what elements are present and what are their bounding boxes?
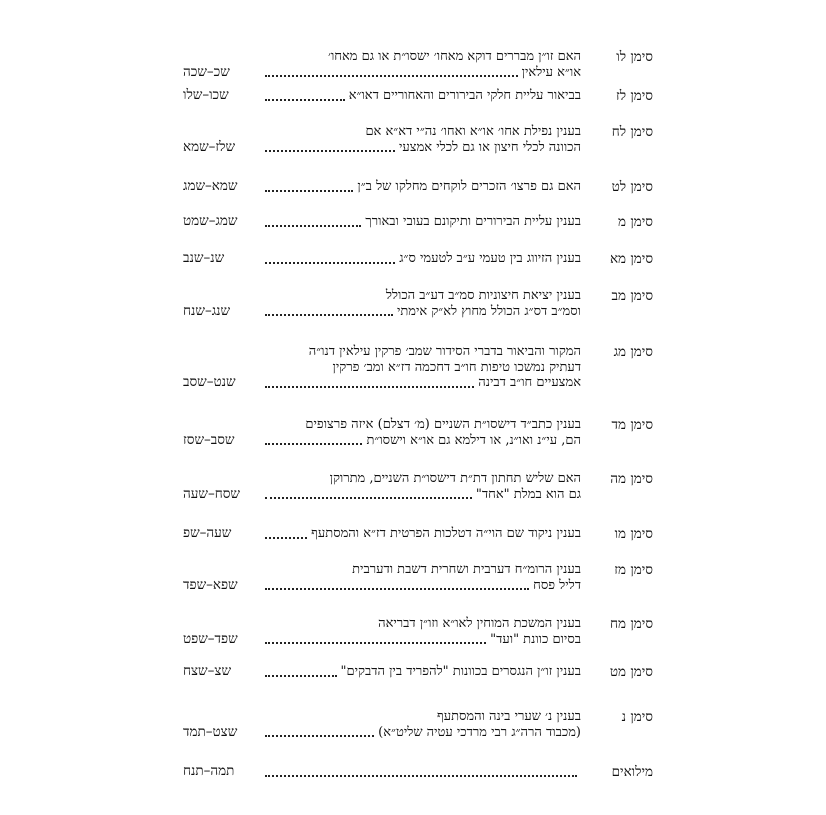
page-range[interactable]: שלז–שמא [183,138,236,155]
dot-leader [265,99,345,101]
page-range[interactable]: שעה–שפ [183,525,232,541]
entry-label: מילואים [611,764,653,780]
entry-title-line: בענין הזיווג בין טעמי ע״ב לטעמי ס״ג [399,251,581,266]
entry-body [183,88,581,104]
dot-leader [265,190,353,192]
entry-label: סימן מב [611,288,653,304]
entry-title-line: בענין נפילת אחו׳ או״א ואחו׳ נה״י דא״א אם [365,124,581,139]
page-range[interactable]: תמה–תנח [183,763,235,779]
entry-last-row [183,304,581,320]
entry-last-row [183,526,581,542]
entry-title-line: וסמ״ב דס״ג הכולל מחוץ לא״ק אימתי [396,303,581,319]
entry-title-line: (מכבוד הרה״ג רבי מרדכי עטיה שליט״א) [378,724,581,740]
dot-leader [265,588,529,590]
table-of-contents [183,0,653,815]
entry-last-row [183,725,581,741]
entry-label: סימן לט [611,179,653,195]
dot-leader [265,735,374,737]
entry-last-row [183,664,581,680]
dot-leader [265,314,393,316]
entry-label: סימן לו [616,49,653,65]
entry-body [183,417,581,448]
page-range[interactable]: שפא–שפד [183,576,238,593]
entry-label: סימן לח [611,124,653,140]
entry-title-line: בענין נ׳ שערי בינה והמסתעף [437,709,581,724]
entry-title-line: האם זו״ן מבררים דוקא מאחו׳ ישסו״ת או גם מאחו׳ [327,49,581,64]
entry-body [183,49,581,80]
entry-title-line: בענין זו״ן הנגסרים בכוונות "להפריד בין הדבקים" [340,664,581,679]
entry-title-line: הם, עי״נ ואו״נ, או דילמא גם או״א וישסו״ת [366,432,581,448]
entry-body [183,124,581,155]
entry-body [183,179,581,195]
entry-label: סימן לז [615,88,653,104]
entry-title-line: המקור והביאור בדברי הסידור שמב׳ פרקין עילאין דנו״ה [308,344,581,359]
entry-title-line: בענין ניקוד שם הוי״ה דטלכות הפרטית דז״א והמסתעף [311,526,581,541]
entry-title-line: בביאור עליית חלקי הבירורים והאחוריים דאו״א [348,88,581,103]
entry-last-row [183,578,581,594]
entry-last-row [183,140,581,156]
entry-title-line: דליל פסח [533,577,581,593]
entry-label: סימן מז [614,562,653,578]
entry-label: סימן מג [613,344,653,360]
dot-leader [265,150,395,152]
entry-label: סימן מה [610,471,653,487]
entry-body [183,214,581,230]
entry-title-line: בסיום כוונת "ועד" [490,631,581,647]
entry-label: סימן מח [610,616,653,632]
page-range[interactable]: שמא–שמג [183,178,238,194]
dot-leader [265,262,395,264]
entry-label: סימן מט [609,664,653,680]
page-range[interactable]: שסח–שעה [183,485,240,502]
page-range[interactable]: שנט–שסב [183,374,236,390]
entry-body [183,562,581,593]
entry-title-line: הכוונה לכלי חיצון או גם לכלי אמצעי [399,139,581,155]
entry-label: סימן מא [609,251,653,267]
entry-title-line: האם גם פרצו׳ הזכרים לוקחים מחלקו של ב״ן [357,179,581,194]
page-range[interactable]: שסב–שסז [183,431,235,448]
entry-label: סימן מ [618,214,653,230]
page-range[interactable]: שמג–שמט [183,213,238,229]
page-range[interactable]: שפד–שפט [183,630,238,647]
entry-label: סימן נ [621,709,653,725]
entry-title-line: או״א עילאין [521,64,581,80]
dot-leader [265,386,474,388]
entry-body [183,764,581,780]
entry-body [183,288,581,319]
dot-leader [265,675,337,677]
entry-body [183,344,581,391]
dot-leader [265,775,577,777]
entry-last-row [183,487,581,503]
entry-label: סימן מד [611,417,653,433]
entry-last-row [183,375,581,391]
entry-last-row [183,433,581,449]
entry-title-line: בענין עליית הבירורים ותיקונם בעובי ובאורך [365,214,581,229]
entry-last-row [183,764,581,780]
dot-leader [265,75,518,77]
entry-body [183,526,581,542]
entry-title-line: גם הוא במלת "אחד" [475,486,581,502]
entry-last-row [183,65,581,81]
entry-body [183,664,581,680]
entry-title-line: בענין יציאת חיצוניות סמ״ב דע״ב הכולל [385,288,581,303]
dot-leader [265,225,361,227]
entry-body [183,709,581,740]
dot-leader [265,497,472,499]
entry-label: סימן מו [614,526,653,542]
page-range[interactable]: שכ–שכה [183,63,230,80]
entry-title-line: האם שליש תחתון דת״ת דישסו״ת השניים, מתרוקן [329,471,581,486]
entry-body [183,251,581,267]
page-range[interactable]: שצט–תמד [183,723,238,740]
dot-leader [265,443,362,445]
entry-last-row [183,88,581,104]
dot-leader [265,537,307,539]
entry-last-row [183,251,581,267]
page-range[interactable]: שכו–שלו [183,87,229,103]
entry-title-line: אמצעיים חו״ב דבינה [478,375,581,390]
dot-leader [265,642,486,644]
entry-last-row [183,214,581,230]
entry-title-line: בענין כתב״ד דישסו״ת השניים (מ׳ דצלם) איזה פרצופים [305,417,581,432]
entry-title-line: בענין הרומ״ח דערבית ושחרית דשבת ודערבית [352,562,581,577]
entry-last-row [183,179,581,195]
entry-title-line: דעתיק נמשכו טיפות חו״ב דחכמה דז״א ומב׳ פרקין [332,359,581,375]
page-range[interactable]: שנ–שנב [183,250,225,266]
entry-last-row [183,632,581,648]
page-range[interactable]: שצ–שצח [183,663,232,679]
entry-body [183,471,581,502]
entry-body [183,616,581,647]
entry-title-line: בענין המשכת המוחין לאו״א וזו״ן דבריאה [378,616,581,631]
page-range[interactable]: שנג–שנח [183,302,231,319]
